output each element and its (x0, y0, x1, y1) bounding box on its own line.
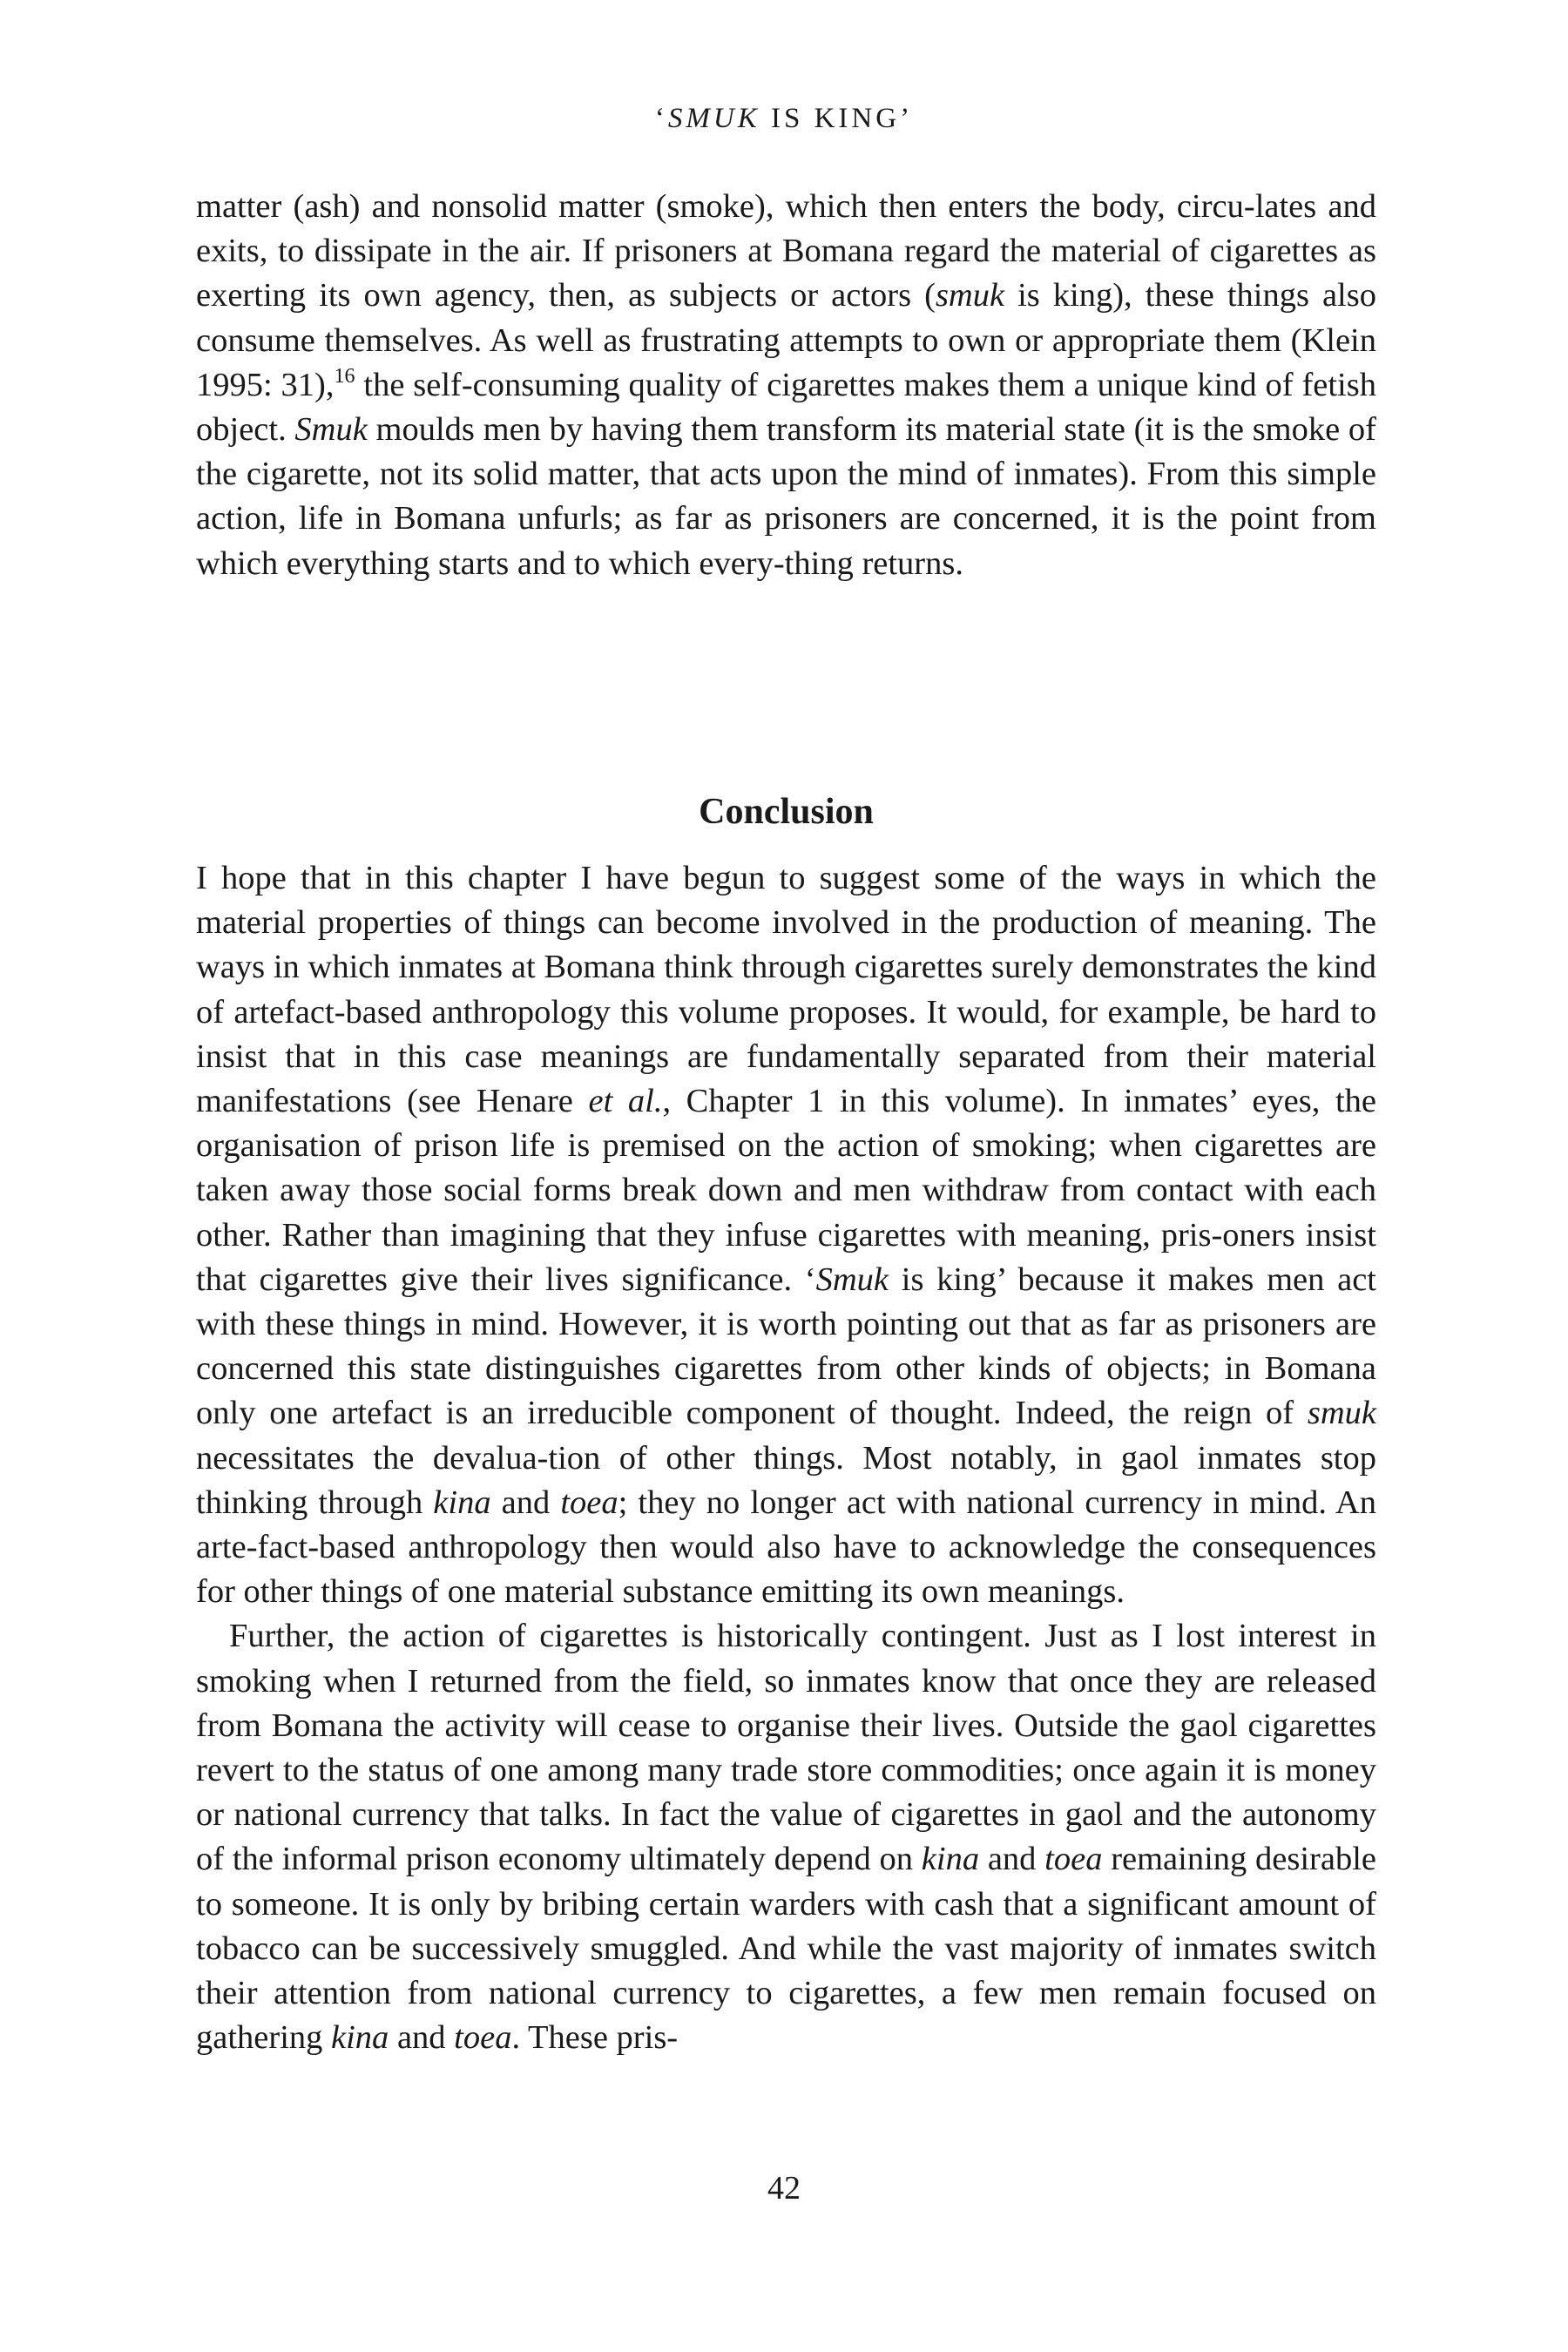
running-head-rest: IS KING’ (760, 103, 914, 134)
page-number: 42 (767, 2170, 801, 2207)
running-head (0, 103, 1568, 135)
paragraph-continued: matter (ash) and nonsolid matter (smoke), which then enters the body, circu-lates and exits, to dissipate in the air. If prisoners at Bomana regard the material of cigarettes as exerting its own agency, then, as subjects or actors (smuk is king), these things also consume themselves. As well as frustrating attempts to own or appropriate them (Klein 1995: 31),$^{16}$ the self-consuming quality of cigarettes makes them a unique kind of fetish object. Smuk moulds men by having them transform its material state (it is the smoke of the cigarette, not its solid matter, that acts upon the mind of inmates). From this simple action, life in Bomana unfurls; as far as prisoners are concerned, it is the point from which everything starts and to which every-thing returns. (196, 188, 1376, 582)
paragraph-conclusion-1: I hope that in this chapter I have begun to suggest some of the ways in which the material properties of things can become involved in the production of meaning. The ways in which inmates at Bomana think through cigarettes surely demonstrates the kind of artefact-based anthropology this volume proposes. It would, for example, be hard to insist that in this case meanings are fundamentally separated from their material manifestations (see Henare et al., Chapter 1 in this volume). In inmates’ eyes, the organisation of prison life is premised on the action of smoking; when cigarettes are taken away those social forms break down and men withdraw from contact with each other. Rather than imagining that they infuse cigarettes with meaning, pris-oners insist that cigarettes give their lives significance. ‘Smuk is king’ because it makes men act with these things in mind. However, it is worth pointing out that as far as prisoners are concerned this state distinguishes cigarettes from other kinds of objects; in Bomana only one artefact is an irreducible component of thought. Indeed, the reign of smuk necessitates the devalua-tion of other things. Most notably, in gaol inmates stop thinking through kina and toea; they no longer act with national currency in mind. An arte-fact-based anthropology then would also have to acknowledge the consequences for other things of one material substance emitting its own meanings. (196, 860, 1377, 1611)
opening-paragraph-block (196, 185, 1376, 586)
section-heading: Conclusion (699, 792, 874, 832)
running-head-open-quote: ‘ (654, 103, 668, 134)
paragraph-conclusion-2: Further, the action of cigarettes is historically contingent. Just as I lost interest in smoking when I returned from the field, so inmates know that once they are released from Bomana the activity will cease to organise their lives. Outside the gaol cigarettes revert to the status of one among many trade store commodities; once again it is money or national currency that talks. In fact the value of cigarettes in gaol and the autonomy of the informal prison economy ultimately depend on kina and toea remaining desirable to someone. It is only by bribing certain warders with cash that a significant amount of tobacco can be successively smuggled. And while the vast majority of inmates switch their attention from national currency to cigarettes, a few men remain focused on gathering kina and toea. These pris- (196, 1618, 1376, 2057)
running-head-italic-word: SMUK (667, 103, 760, 134)
conclusion-section (196, 790, 1376, 2060)
footnote-reference: 16 (334, 364, 355, 388)
